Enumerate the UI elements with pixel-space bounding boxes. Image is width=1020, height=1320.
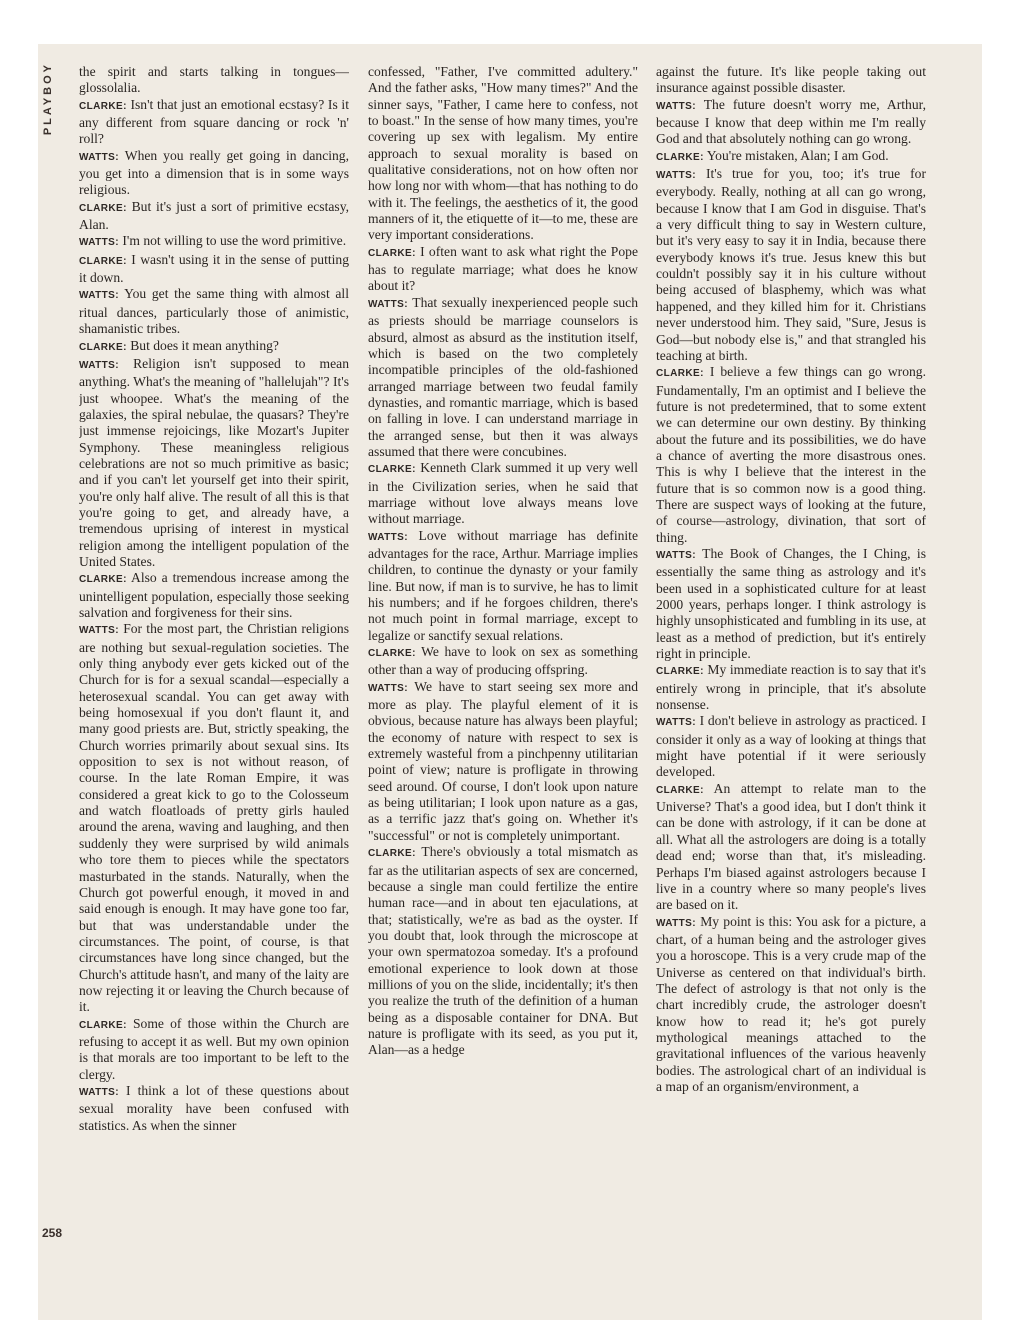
interview-paragraph	[79, 338, 349, 356]
speaker-label: CLARKE:	[79, 255, 127, 267]
interview-paragraph	[656, 148, 926, 166]
speaker-label: CLARKE:	[656, 784, 704, 796]
interview-paragraph	[656, 166, 926, 364]
speaker-label: WATTS:	[79, 1086, 119, 1098]
paragraph-text: You're mistaken, Alan; I am God.	[706, 147, 889, 163]
interview-paragraph	[368, 679, 638, 844]
paragraph-text: I'm not willing to use the word primitive.	[122, 233, 347, 249]
interview-paragraph	[368, 460, 638, 527]
speaker-label: CLARKE:	[79, 1019, 127, 1031]
paragraph-text: The Book of Changes, the I Ching, is essentially the same thing as astrology and it's been used in a sophisticated culture for at least 2000 years, perhaps longer. I think astrology is highly unsophisticated and fumbling in its use, at least as a method of prediction, but it's entirely right in principle.	[656, 545, 926, 662]
paragraph-text: Also a tremendous increase among the unintelligent population, especially those seeking salvation and forgiveness for their sins.	[79, 570, 349, 620]
paragraph-text: We have to look on sex as something other than a way of producing offspring.	[368, 644, 638, 678]
paragraph-text: Love without marriage has definite advantages for the race, Arthur. Marriage implies children, to continue the dynasty or your family line. But now, if man is to survive, he has to limit his numbers; and if he forgoes children, there's not much point in formal marriage, except to legalize or sanctify sexual relations.	[368, 527, 638, 643]
speaker-label: WATTS:	[656, 100, 696, 112]
paragraph-text: My immediate reaction is to say that it's entirely wrong in principle, that it's absolute nonsense.	[656, 662, 926, 713]
interview-paragraph	[656, 914, 926, 1096]
text-column-2	[368, 64, 638, 1234]
text-column-1	[79, 64, 349, 1234]
interview-paragraph	[368, 64, 638, 244]
speaker-label: CLARKE:	[656, 666, 704, 678]
speaker-label: CLARKE:	[79, 574, 127, 586]
speaker-label: CLARKE:	[79, 202, 127, 214]
speaker-label: CLARKE:	[368, 648, 416, 660]
paragraph-text: But does it mean anything?	[130, 337, 279, 353]
paragraph-text: I often want to ask what right the Pope has to regulate marriage; what does he know about it?	[368, 243, 638, 294]
speaker-label: CLARKE:	[368, 247, 416, 259]
interview-paragraph	[656, 97, 926, 148]
interview-paragraph	[79, 64, 349, 97]
interview-paragraph	[368, 844, 638, 1058]
interview-paragraph	[79, 252, 349, 287]
speaker-label: WATTS:	[79, 151, 119, 163]
magazine-masthead: PLAYBOY	[42, 62, 54, 136]
interview-paragraph	[79, 356, 349, 570]
paragraph-text: I believe a few things can go wrong. Fundamentally, I'm an optimist and I believe the future is not predetermined, that to some extent we can determine our own destiny. By thinking about the future and its possibilities, we do have a chance of averting the more disastrous ones. This is why I believe that the interest in the future that is so common now is a good thing. There are suspect ways of looking at the future, of course—astrology, divination, that sort of thing.	[656, 364, 926, 545]
paragraph-text: Isn't that just an emotional ecstasy? Is it any different from square dancing or rock 'n' roll?	[79, 96, 349, 147]
speaker-label: WATTS:	[368, 531, 408, 543]
interview-paragraph	[79, 1083, 349, 1134]
speaker-label: WATTS:	[79, 290, 119, 302]
speaker-label: CLARKE:	[656, 151, 704, 163]
paragraph-text: Religion isn't supposed to mean anything. What's the meaning of "hallelujah"? It's just whoopee. What's the meaning of the galaxies, the spiral nebulae, the quasars? They're just immense rejoicings, like Mozart's Jupiter Symphony. These meaningless religious celebrations are not so much primitive as basic; and if you can't let yourself get into their spirit, you're only half alive. The result of all this is that you're going to get, and already have, a tremendous uprising of interest in mystical religion among the intelligent population of the United States.	[79, 355, 349, 569]
interview-paragraph	[79, 199, 349, 234]
interview-paragraph	[79, 570, 349, 621]
paragraph-text: We have to start seeing sex more and more as play. The playful element of it is obvious, because nature has always been playful; the economy of nature with respect to sex is extremely wasteful from a pinchpenny utilitarian point of view; nature is profligate in throwing seed around. Of course, I don't look upon nature as being utilitarian; I look upon nature as a gas, as a terrific jazz that's going on. Whether it's "successful" or not is completely unimportant.	[368, 678, 638, 843]
speaker-label: WATTS:	[656, 170, 696, 182]
speaker-label: WATTS:	[656, 917, 696, 929]
paragraph-text: You get the same thing with almost all ritual dances, particularly those of animistic, shamanistic tribes.	[79, 286, 349, 337]
interview-paragraph	[656, 781, 926, 914]
paragraph-text: Some of those within the Church are refusing to accept it as well. But my own opinion is that morals are too important to be left to the clergy.	[79, 1015, 349, 1082]
text-column-3	[656, 64, 926, 1234]
interview-paragraph	[368, 295, 638, 460]
interview-paragraph	[79, 621, 349, 1015]
paragraph-text: An attempt to relate man to the Universe? That's a good idea, but I don't think it can be done with astrology, if it can be done at all. What all the astrologers are doing is a totally dead end; worse than that, it's misleading. Perhaps I'm biased against astrologers because I live in a country where so many people's lives are based on it.	[656, 780, 926, 913]
paragraph-text: But it's just a sort of primitive ecstasy, Alan.	[79, 198, 349, 233]
speaker-label: WATTS:	[79, 359, 119, 371]
interview-paragraph	[79, 1016, 349, 1083]
interview-paragraph	[368, 244, 638, 295]
interview-paragraph	[79, 286, 349, 337]
paragraph-text: confessed, "Father, I've committed adultery." And the father asks, "How many times?" And the sinner says, "Father, I came here to confess, not to boast." In the sense of how many times, you're covering up sex with legalism. My entire approach to sexual morality is based on qualitative considerations, not on how often nor how long nor with whom—that has nothing to do with it. The feelings, the aesthetics of it, the good manners of it, the etiquette of it—to me, these are very important considerations.	[368, 64, 638, 243]
interview-paragraph	[656, 713, 926, 780]
interview-paragraph	[656, 662, 926, 713]
interview-paragraph	[368, 644, 638, 679]
interview-paragraph	[656, 64, 926, 97]
paragraph-text: There's obviously a total mismatch as far as the utilitarian aspects of sex are concerned, because a single man could fertilize the entire human race—and in about ten ejaculations, at that; statistically, we're as bad as the oyster. If you doubt that, look through the microscope at your own spermatozoa someday. It's a profound emotional experience to look down at those millions of you on the slide, incidentally; it's then you realize the truth of the definition of a human being as a disposable container for DNA. But nature is profligate with its seed, as you put it, Alan—as a hedge	[368, 844, 638, 1058]
paragraph-text: I wasn't using it in the sense of putting it down.	[79, 251, 349, 286]
interview-paragraph	[79, 148, 349, 199]
speaker-label: CLARKE:	[368, 848, 416, 860]
paragraph-text: For the most part, the Christian religions are nothing but sexual-regulation societies. The only thing anybody ever gets kicked out of the Church for is for a sexual scandal—especially a heterosexual scandal. You can get away with being homosexual if you don't flaunt it, and many good priests are. But, strictly speaking, the Church worries primarily about sexual sins. Its opposition to sex is not without reason, of course. In the late Roman Empire, it was considered a great kick to go to the Colosseum and watch floatloads of pretty girls hauled around the arena, waving and laughing, and then suddenly they were surprised by wild animals who tore them to pieces while the spectators masturbated in the stands. Naturally, when the Church got powerful enough, it moved in and said enough is enough. It may have gone too far, but that was understandable under the circumstances. The point, of course, is that circumstances have long since changed, but the Church's attitude hasn't, and many of the laity are now rejecting it or leaving the Church because of it.	[79, 621, 349, 1015]
interview-paragraph	[79, 233, 349, 251]
paragraph-text: My point is this: You ask for a picture, a chart, of a human being and the astrologer gives you a horoscope. This is a very crude map of the Universe as centered on that individual's birth. The defect of astrology is that not only is the chart incredibly crude, the astrologer doesn't know how to read it; he's got purely mythological meanings attached to the gravitational influences of the various heavenly bodies. The astrological chart of an individual is a map of an organism/environment, a	[656, 913, 926, 1094]
speaker-label: CLARKE:	[368, 464, 416, 476]
paragraph-text: I don't believe in astrology as practiced. I consider it only as a way of looking at things that might have potential if it were seriously developed.	[656, 713, 926, 780]
speaker-label: WATTS:	[368, 682, 408, 694]
interview-paragraph	[368, 528, 638, 644]
speaker-label: WATTS:	[656, 549, 696, 561]
speaker-label: WATTS:	[79, 237, 119, 249]
speaker-label: CLARKE:	[656, 368, 704, 380]
speaker-label: WATTS:	[368, 298, 408, 310]
paragraph-text: When you really get going in dancing, you get into a dimension that is in some ways religious.	[79, 147, 349, 198]
speaker-label: WATTS:	[656, 717, 696, 729]
speaker-label: CLARKE:	[79, 100, 127, 112]
paragraph-text: against the future. It's like people taking out insurance against possible disaster.	[656, 64, 926, 96]
interview-paragraph	[79, 97, 349, 148]
paragraph-text: I think a lot of these questions about sexual morality have been confused with statistics. As when the sinner	[79, 1082, 349, 1133]
interview-paragraph	[656, 364, 926, 546]
paragraph-text: That sexually inexperienced people such as priests should be marriage counselors is absurd, almost as absurd as the institution itself, which is based on the two completely incompatible principles of the old-fashioned arranged marriage between two feudal family dynasties, and romantic marriage, which is based on falling in love. I can understand marriage in the arranged sense, but then it was always assumed that there were concubines.	[368, 294, 638, 459]
interview-paragraph	[656, 546, 926, 662]
paragraph-text: the spirit and starts talking in tongues—glossolalia.	[79, 64, 349, 96]
page-number: 258	[42, 1226, 63, 1240]
paragraph-text: It's true for you, too; it's true for everybody. Really, nothing at all can go wrong, because I know that I am God in disguise. That's a very difficult thing to say in Western culture, but it's very easy to say it in India, because there everybody knows it's true. Jesus knew this but couldn't possibly say it in his culture without being accused of blasphemy, which was what happened, and they killed him for it. Christians never understood him. They said, "Sure, Jesus is God—but nobody else is," and that strangled his teaching at birth.	[656, 166, 926, 363]
speaker-label: WATTS:	[79, 625, 119, 637]
paragraph-text: The future doesn't worry me, Arthur, because I know that deep within me I'm really God and that absolutely nothing can go wrong.	[656, 96, 926, 147]
paragraph-text: Kenneth Clark summed it up very well in the Civilization series, when he said that marriage without love always means love without marriage.	[368, 460, 638, 527]
speaker-label: CLARKE:	[79, 341, 127, 353]
